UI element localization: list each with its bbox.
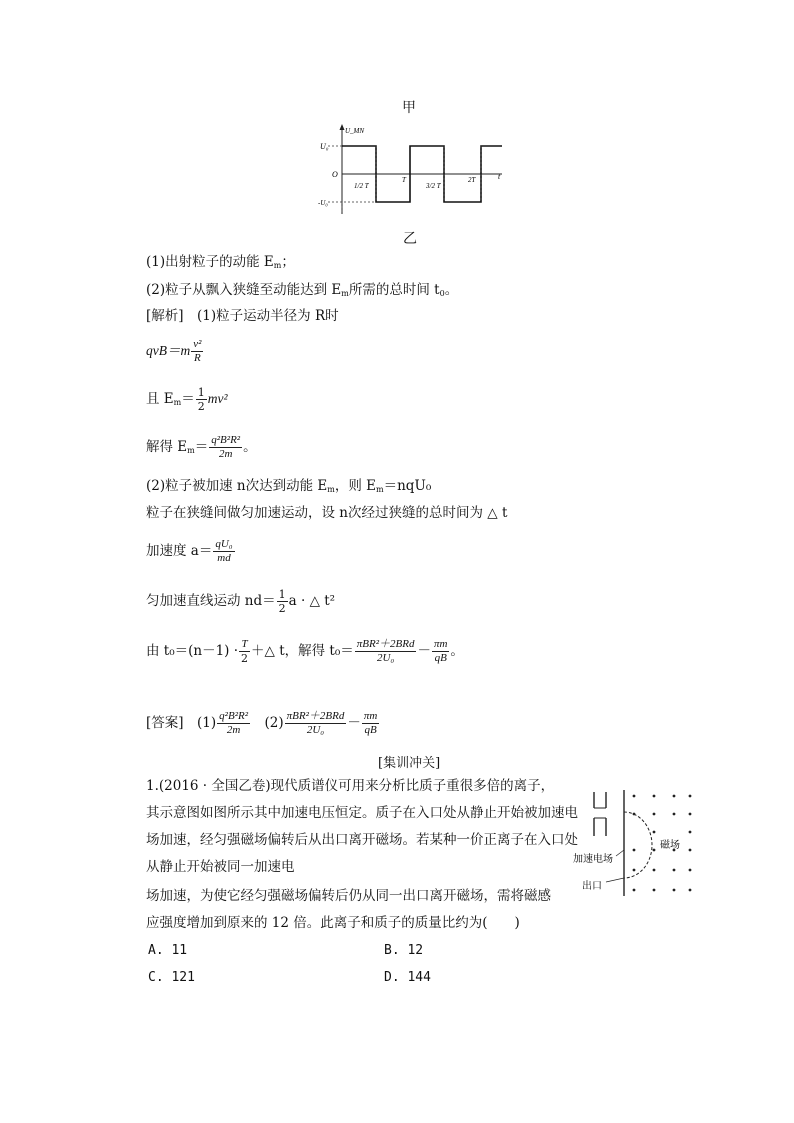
solution-part-2: (2)粒子被加速 n次达到动能 $E_m$，则 $E_m=nqU_0$ xyxy=(146,478,432,494)
problem-line-3: 场加速，经匀强磁场偏转后从出口离开磁场。若某种一价正离子在入口处 xyxy=(146,832,578,848)
problem-line-2: 其示意图如图所示其中加速电压恒定。质子在入口处从静止开始被加速电 xyxy=(146,805,578,821)
accel-field-label: 加速电场 xyxy=(573,854,613,865)
mass-spectrometer-diagram xyxy=(572,786,698,900)
solution-header: [解析] (1)粒子运动半径为 R时 xyxy=(146,308,339,324)
voltage-square-wave-graph xyxy=(318,122,508,220)
problem-line-4: 从静止开始被同一加速电 xyxy=(146,859,295,875)
question-2: (2)粒子从飘入狭缝至动能达到 $E_m$所需的总时间 $t_0$。 xyxy=(146,282,459,298)
tick-2t: 2T xyxy=(468,176,476,184)
u0-label: U₀ xyxy=(320,142,329,151)
field-label: 磁场 xyxy=(660,840,680,851)
figure-jia-caption: 甲 xyxy=(402,100,416,116)
option-c[interactable]: C. 121 xyxy=(148,970,195,985)
tick-t: T xyxy=(402,176,406,184)
problem-line-5: 场加速，为使它经匀强磁场偏转后仍从同一出口离开磁场，需将磁感 xyxy=(146,888,551,904)
option-b[interactable]: B. 12 xyxy=(384,943,424,958)
question-1: (1)出射粒子的动能 $E_m$； xyxy=(146,254,295,270)
tick-half-t: 1/2 T xyxy=(354,182,369,190)
tick-three-half-t: 3/2 T xyxy=(426,182,441,190)
neg-u0-label: -U₀ xyxy=(318,199,328,207)
answer-line: [答案] (1) $\frac{\text{q²B²R²}}{2m}$ (2) $\frac{\text{πBR²＋2BRd}}{\text{2U₀}}$ － $\frac{\pi m}{qB}$ xyxy=(146,710,378,736)
solution-motion: 粒子在狭缝间做匀加速运动，设 n次经过狭缝的总时间为 △ t xyxy=(146,505,508,521)
equation-acceleration: 加速度 a＝ $\frac{\text{qU₀}}{md}$ xyxy=(146,538,233,564)
equation-solution-em: 解得 $E_m=$ $\frac{\text{q²B²R²}}{2m}$ 。 xyxy=(146,434,257,460)
option-a[interactable]: A. 11 xyxy=(148,943,188,958)
y-axis-label: U_MN xyxy=(345,127,365,135)
problem-line-6: 应强度增加到原来的 12 倍。此离子和质子的质量比约为( ) xyxy=(146,915,520,931)
equation-force: qvB＝m $\frac{\text{v²}}{R}$ xyxy=(146,338,202,364)
option-d[interactable]: D. 144 xyxy=(384,970,431,985)
equation-total-time: 由 t₀＝(n－1) · $\frac{T}{2}$ ＋△ t，解得 t₀＝ $\frac{\text{πBR²＋2BRd}}{\text{2U₀}}$ － $\frac{\pi m}{qB}$ 。 xyxy=(146,638,464,665)
t-axis-label: t xyxy=(498,172,501,181)
origin-label: O xyxy=(332,170,338,179)
equation-uniform-motion: 匀加速直线运动 nd＝ $\frac{1}{2}$ a · △ t² xyxy=(146,588,336,615)
problem-line-1: 1.(2016 · 全国乙卷)现代质谱仪可用来分析比质子重很多倍的离子， xyxy=(146,778,555,794)
exit-label: 出口 xyxy=(582,881,602,892)
section-title: [集训冲关] xyxy=(378,756,441,771)
equation-kinetic-energy: 且 $E_m=$ $\frac{1}{2}$ mv² xyxy=(146,386,228,413)
figure-yi-caption: 乙 xyxy=(403,231,417,247)
